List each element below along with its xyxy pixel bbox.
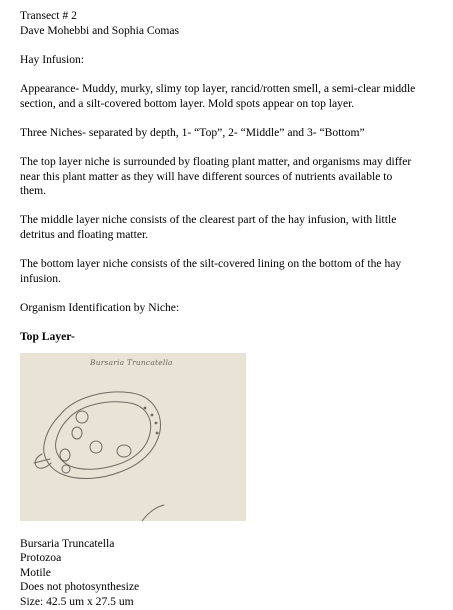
spacer	[20, 38, 440, 53]
inner-membrane	[56, 401, 151, 469]
author-names: Dave Mohebbi and Sophia Comas	[20, 23, 180, 37]
cilia-dot	[144, 407, 146, 409]
organism-name: Bursaria Truncatella	[20, 536, 115, 550]
organelle	[72, 427, 82, 439]
middle-niche-paragraph: The middle layer niche consists of the clearest part of the hay infusion, with little detritus and floating matter.	[20, 213, 397, 241]
document-page	[20, 9, 440, 610]
spacer	[20, 199, 440, 214]
organelle	[60, 449, 70, 461]
appearance-paragraph: Appearance- Muddy, murky, slimy top layer, rancid/rotten smell, a semi-clear middle section, and a silt-covered bottom layer. Mold spots appear on top layer.	[20, 81, 416, 110]
cilia-dot	[151, 414, 153, 416]
organism-photosynthesis: Does not photosynthesize	[20, 580, 140, 594]
identification-title: Organism Identification by Niche:	[20, 300, 180, 314]
header-block	[20, 9, 440, 38]
organism-motility: Motile	[20, 565, 51, 579]
spacer	[20, 243, 440, 258]
organelle	[76, 411, 88, 423]
transect-title: Transect # 2	[20, 9, 77, 22]
bottom-niche-paragraph: The bottom layer niche consists of the silt-covered lining on the bottom of the hay infusion.	[20, 257, 402, 285]
organism-group: Protozoa	[20, 551, 62, 565]
organelle	[62, 465, 70, 473]
section-title: Hay Infusion:	[20, 52, 85, 66]
organism-drawing	[20, 353, 246, 521]
organism-sketch-photo	[20, 353, 246, 521]
organelle	[117, 445, 131, 457]
cell-outline	[44, 392, 161, 479]
cilia-dot	[156, 432, 158, 434]
top-niche-paragraph: The top layer niche is surrounded by floating plant matter, and organisms may differ near this plant matter as they will have different sources of nutrients available to them.	[20, 154, 412, 198]
spacer	[20, 315, 440, 330]
cilia-dot	[155, 422, 157, 424]
sketch-caption: Bursaria Truncatella	[90, 357, 173, 367]
top-layer-heading: Top Layer-	[20, 330, 75, 344]
spacer	[20, 111, 440, 126]
niches-intro: Three Niches- separated by depth, 1- “Top”, 2- “Middle” and 3- “Bottom”	[20, 125, 365, 139]
spacer	[20, 140, 440, 155]
organism-size: Size: 42.5 um x 27.5 um	[20, 595, 134, 609]
stray-stroke	[142, 505, 164, 521]
organelle	[90, 441, 102, 453]
spacer	[20, 286, 440, 301]
spacer	[20, 67, 440, 82]
